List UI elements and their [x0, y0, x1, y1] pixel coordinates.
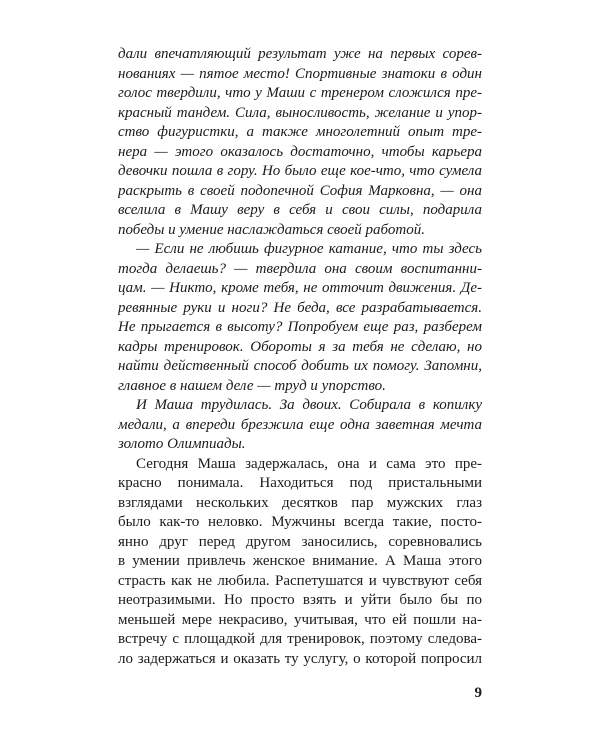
text-line: медали, а впереди брезжила еще одна заветная мечта	[118, 416, 482, 433]
text-line: Сегодня Маша задержалась, она и сама это пре-	[136, 455, 482, 472]
text-line: вселила в Машу веру в себя и свои силы, подарила	[118, 202, 482, 218]
text-line: меньшей мере некрасиво, учитывая, что ей пошли на-	[118, 611, 482, 628]
text-line: голос твердили, что у Маши с тренером сложился пре-	[118, 85, 482, 101]
text-line: встречу с площадкой для тренировок, поэтому следова-	[118, 631, 482, 647]
text-line: нованиях — пятое место! Спортивные знатоки в один	[118, 65, 482, 82]
text-line: в умении привлечь женское внимание. А Маша этого	[118, 553, 482, 569]
page-body	[118, 45, 482, 669]
text-line: ло задержаться и оказать ту услугу, о которой попросил	[118, 650, 482, 667]
text-line: нера — этого оказалось достаточно, чтобы карьера	[118, 143, 482, 160]
text-line: ство фигуристки, а также многолетний опыт тре-	[118, 124, 482, 140]
text-line: неотразимыми. Но просто взять и уйти было бы по	[118, 592, 482, 608]
text-line: взглядами нескольких десятков пар мужских глаз	[118, 494, 482, 511]
text-line: было как-то неловко. Мужчины всегда такие, посто-	[118, 514, 482, 530]
text-line: Не прыгается в высоту? Попробуем еще раз, разберем	[118, 319, 482, 335]
text-line: — Если не любишь фигурное катание, что ты здесь	[136, 241, 482, 257]
text-line: янно друг перед другом заносились, соревновались	[118, 533, 482, 550]
text-line: дали впечатляющий результат уже на первых сорев-	[118, 46, 482, 62]
text-line: победы и умение наслаждаться своей работой.	[118, 221, 425, 238]
text-line: И Маша трудилась. За двоих. Собирала в копилку	[136, 397, 482, 413]
text-line: раскрыть в своей подопечной София Марковна, — она	[118, 182, 482, 199]
text-line: цам. — Никто, кроме тебя, не отточит движения. Де-	[118, 280, 482, 296]
text-line: ревянные руки и ноги? Не беда, все разрабатывается.	[118, 299, 482, 316]
text-line: девочки пошла в гору. Но было еще кое-что, что сумела	[118, 163, 482, 179]
text-line: красно понимала. Находиться под пристальными	[118, 475, 482, 491]
text-line: золото Олимпиады.	[118, 436, 246, 452]
text-line: найти действенный способ добить их помогу. Запомни,	[118, 358, 482, 374]
text-line: главное в нашем деле — труд и упорство.	[118, 377, 386, 394]
text-line: тогда делаешь? — твердила она своим воспитанни-	[118, 260, 482, 277]
text-line: красный тандем. Сила, выносливость, желание и упор-	[118, 104, 482, 121]
text-line: страсть как не любила. Распетушатся и чувствуют себя	[118, 572, 482, 589]
text-line: кадры тренировок. Обороты я за тебя не сделаю, но	[118, 338, 482, 355]
page-number: 9	[474, 685, 482, 701]
